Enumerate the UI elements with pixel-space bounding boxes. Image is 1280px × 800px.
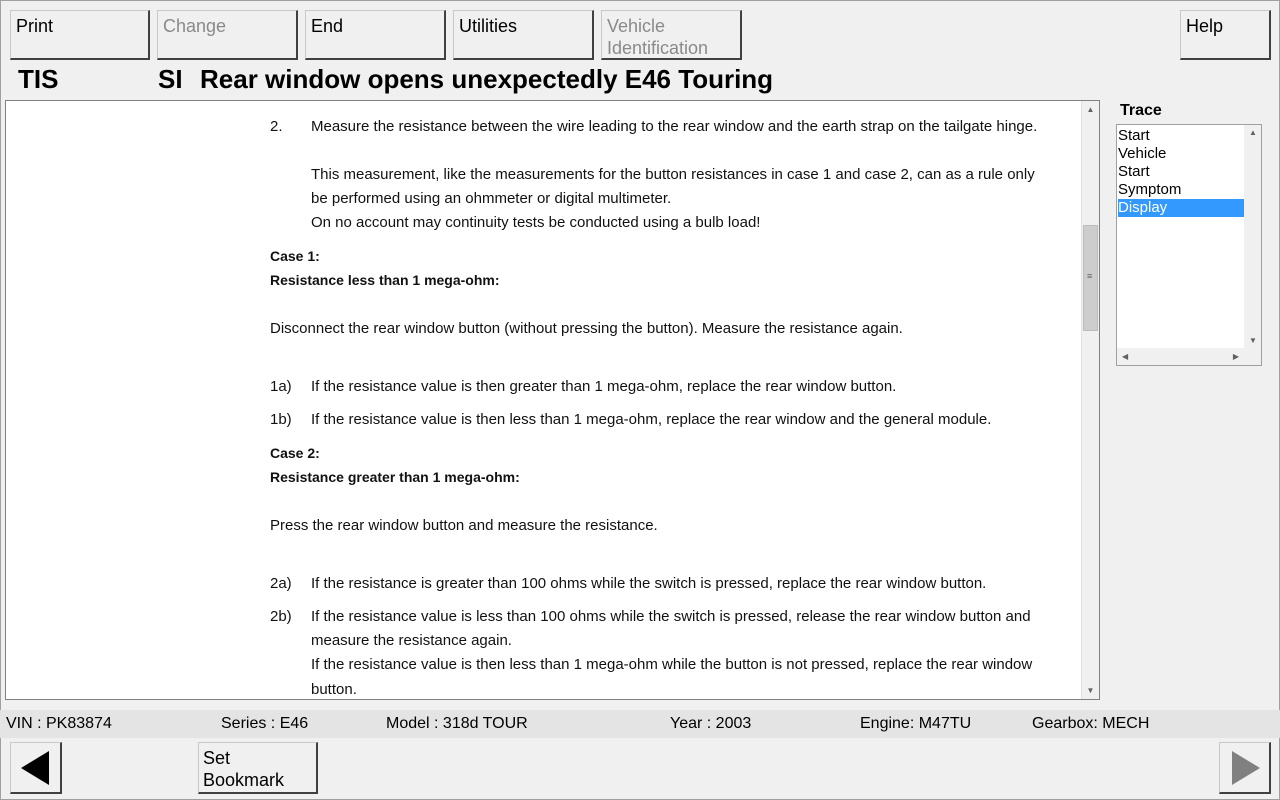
page-title (0, 62, 1100, 96)
vehicle-identification-button[interactable] (601, 10, 742, 60)
series-value: Series : E46 (221, 715, 309, 732)
arrow-right-icon (1220, 743, 1270, 793)
bookmark-label-line2: Bookmark (203, 770, 285, 790)
gearbox-value: Gearbox: MECH (1032, 715, 1150, 732)
trace-scroll-left-icon[interactable]: ◀ (1122, 352, 1129, 361)
engine-value: Engine: M47TU (860, 715, 972, 732)
scroll-down-icon[interactable]: ▼ (1086, 686, 1095, 695)
section-code: SI (158, 64, 183, 94)
change-label: Change (163, 16, 227, 36)
case2a-text: If the resistance is greater than 100 ohms while the switch is pressed, replace the rear window button. (311, 575, 987, 592)
trace-item-start[interactable]: Start (1118, 127, 1150, 144)
document-scrollbar[interactable] (1081, 101, 1099, 699)
case1-title: Case 1: (270, 248, 320, 264)
trace-item-start-2[interactable]: Start (1118, 163, 1150, 180)
year-value: Year : 2003 (670, 715, 752, 732)
case1b-text: If the resistance value is then less than 1 mega-ohm, replace the rear window and the general module. (311, 411, 992, 428)
trace-scroll-up-icon[interactable]: ▲ (1249, 128, 1257, 137)
step-text: Measure the resistance between the wire leading to the rear window and the earth strap on the tailgate hinge. (311, 118, 1038, 135)
vehicle-id-label-line2: Identification (607, 38, 709, 58)
trace-item-symptom[interactable]: Symptom (1118, 181, 1182, 198)
trace-vertical-scrollbar[interactable] (1244, 125, 1261, 349)
utilities-label: Utilities (459, 16, 518, 36)
case2a-number: 2a) (270, 575, 292, 592)
forward-button[interactable] (1219, 742, 1271, 794)
vin-value: VIN : PK83874 (6, 715, 112, 732)
set-bookmark-button[interactable] (198, 742, 318, 794)
model-value: Model : 318d TOUR (386, 715, 528, 732)
case1-subtitle: Resistance less than 1 mega-ohm: (270, 272, 500, 288)
utilities-button[interactable] (453, 10, 594, 60)
vehicle-status-bar (0, 710, 1280, 738)
warning-line: On no account may continuity tests be conducted using a bulb load! (311, 214, 761, 231)
case2b-number: 2b) (270, 608, 292, 625)
case2b-text: If the resistance value is then less than 1 mega-ohm while the button is not pressed, replace the rear window (311, 656, 1033, 673)
help-button[interactable] (1180, 10, 1271, 60)
case1-instruction: Disconnect the rear window button (without pressing the button). Measure the resistance again. (270, 320, 903, 337)
grip-icon: ≡ (1087, 271, 1093, 281)
case1a-text: If the resistance value is then greater than 1 mega-ohm, replace the rear window button. (311, 378, 897, 395)
case2-instruction: Press the rear window button and measure the resistance. (270, 517, 658, 534)
step-number: 2. (270, 118, 283, 135)
case2-title: Case 2: (270, 445, 320, 461)
scrollbar-corner (1244, 348, 1261, 365)
case1a-number: 1a) (270, 378, 292, 395)
change-button[interactable] (157, 10, 298, 60)
case2-subtitle: Resistance greater than 1 mega-ohm: (270, 469, 520, 485)
end-label: End (311, 16, 344, 36)
arrow-left-icon (11, 743, 61, 793)
trace-scroll-right-icon[interactable]: ▶ (1232, 352, 1239, 361)
case2b-text: If the resistance value is less than 100 ohms while the switch is pressed, release the rear window button and (311, 608, 1031, 625)
app-name: TIS (18, 64, 59, 94)
trace-horizontal-scrollbar[interactable] (1117, 348, 1244, 365)
note-line: be performed using an ohmmeter or digital multimeter. (311, 190, 672, 207)
trace-scroll-down-icon[interactable]: ▼ (1249, 336, 1257, 345)
print-button[interactable] (10, 10, 150, 60)
print-label: Print (16, 16, 54, 36)
scroll-thumb[interactable] (1083, 225, 1098, 331)
note-line: This measurement, like the measurements for the button resistances in case 1 and case 2, can as a rule only (311, 166, 1035, 183)
trace-item-display[interactable]: Display (1118, 199, 1244, 217)
vehicle-id-label-line1: Vehicle (607, 16, 666, 36)
trace-label: Trace (1120, 102, 1162, 119)
end-button[interactable] (305, 10, 446, 60)
case1b-number: 1b) (270, 411, 292, 428)
case2b-text: button. (311, 681, 357, 698)
trace-list[interactable] (1116, 124, 1262, 366)
help-label: Help (1186, 16, 1224, 36)
trace-item-vehicle[interactable]: Vehicle (1118, 145, 1167, 162)
bookmark-label-line1: Set (203, 748, 231, 768)
scroll-up-icon[interactable]: ▲ (1086, 105, 1095, 114)
document-title: Rear window opens unexpectedly E46 Touring (200, 64, 774, 94)
case2b-text: measure the resistance again. (311, 632, 512, 649)
back-button[interactable] (10, 742, 62, 794)
document-viewer[interactable] (5, 100, 1100, 700)
